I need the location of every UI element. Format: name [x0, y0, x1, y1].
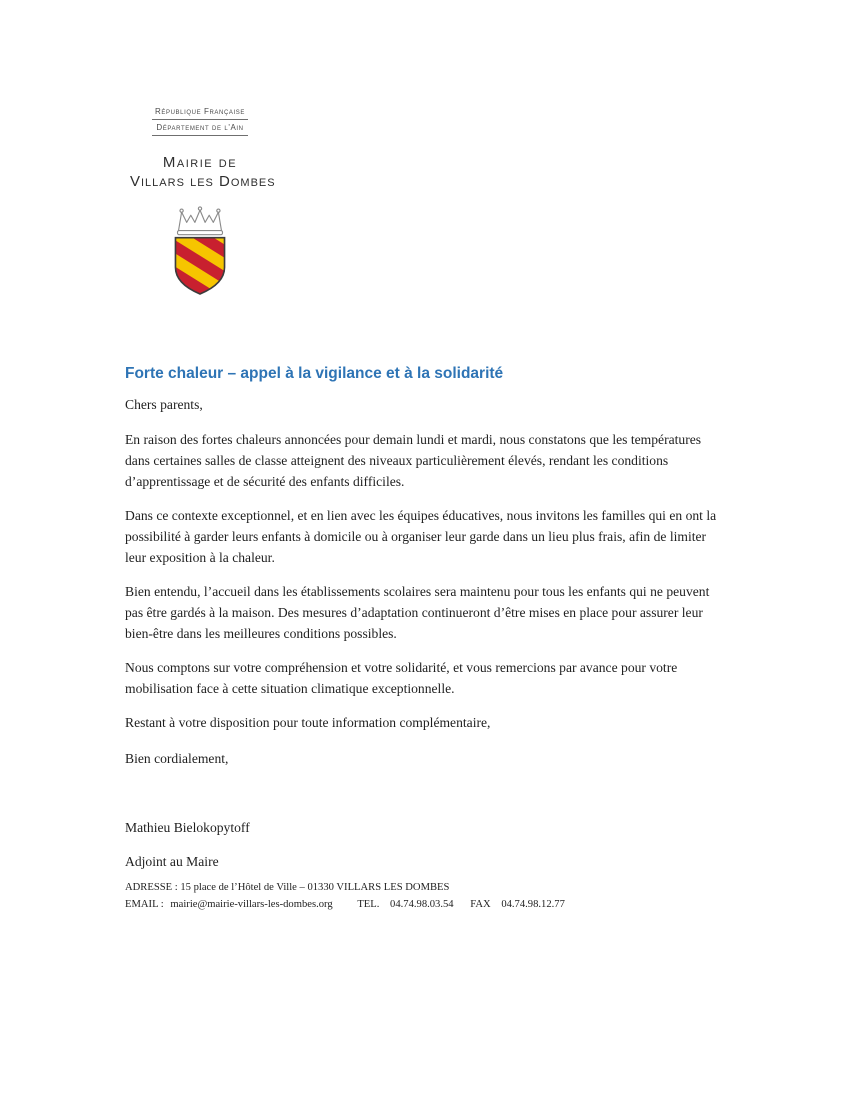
department-line: Département de l'Ain — [156, 123, 244, 132]
letter-paragraph: Nous comptons sur votre compréhension et votre solidarité, et vous remercions par avance pour votre mobilisation face à cette situation climatique exceptionnelle. — [125, 660, 678, 696]
tel-label: TEL. — [357, 899, 380, 910]
letter-paragraph: En raison des fortes chaleurs annoncées pour demain lundi et mardi, nous constatons que les températures dans certaines salles de classe atteignent des niveaux particulièrement élevés, rendant les conditions d’apprentissage et de sécurité des enfants difficiles. — [125, 432, 702, 489]
commune-line: Villars les Dombes — [130, 173, 276, 190]
fax-label: FAX — [470, 899, 491, 910]
letter-title: Forte chaleur – appel à la vigilance et à la solidarité — [125, 365, 504, 382]
signature-role: Adjoint au Maire — [125, 854, 219, 869]
letter-body — [125, 364, 725, 872]
republic-line: République Française — [155, 107, 245, 116]
letter-footer — [125, 879, 765, 913]
footer-contact-line — [125, 896, 765, 913]
salutation: Chers parents, — [125, 397, 203, 412]
letterhead-divider — [152, 135, 248, 136]
closing-line: Restant à votre disposition pour toute information complémentaire, — [125, 715, 491, 730]
mairie-line: Mairie de — [162, 154, 238, 171]
fax-value: 04.74.98.12.77 — [501, 899, 565, 910]
letter-paragraph: Dans ce contexte exceptionnel, et en lien avec les équipes éducatives, nous invitons les familles qui en ont la possibilité à garder leurs enfants à domicile ou à organiser leur garde dans un lieu plus frais, afin de limiter leur exposition à la chaleur. — [125, 508, 717, 565]
footer-address-line: ADRESSE : 15 place de l’Hôtel de Ville – 01330 VILLARS LES DOMBES — [125, 882, 450, 893]
crown-icon — [178, 207, 223, 235]
signature-name: Mathieu Bielokopytoff — [125, 820, 250, 835]
signoff-line: Bien cordialement, — [125, 751, 229, 766]
letterhead-divider — [152, 119, 248, 120]
email-value: mairie@mairie-villars-les-dombes.org — [170, 899, 333, 910]
coat-of-arms-icon — [169, 204, 231, 296]
tel-value: 04.74.98.03.54 — [390, 899, 454, 910]
letterhead — [130, 106, 276, 301]
email-label: EMAIL : — [125, 899, 164, 910]
letter-paragraph: Bien entendu, l’accueil dans les établissements scolaires sera maintenu pour tous les enfants qui ne peuvent pas être gardés à la maison. Des mesures d’adaptation continueront d’être mises en place pour assurer leur bien-être dans les meilleures conditions possibles. — [125, 584, 710, 641]
coat-of-arms — [130, 204, 270, 301]
